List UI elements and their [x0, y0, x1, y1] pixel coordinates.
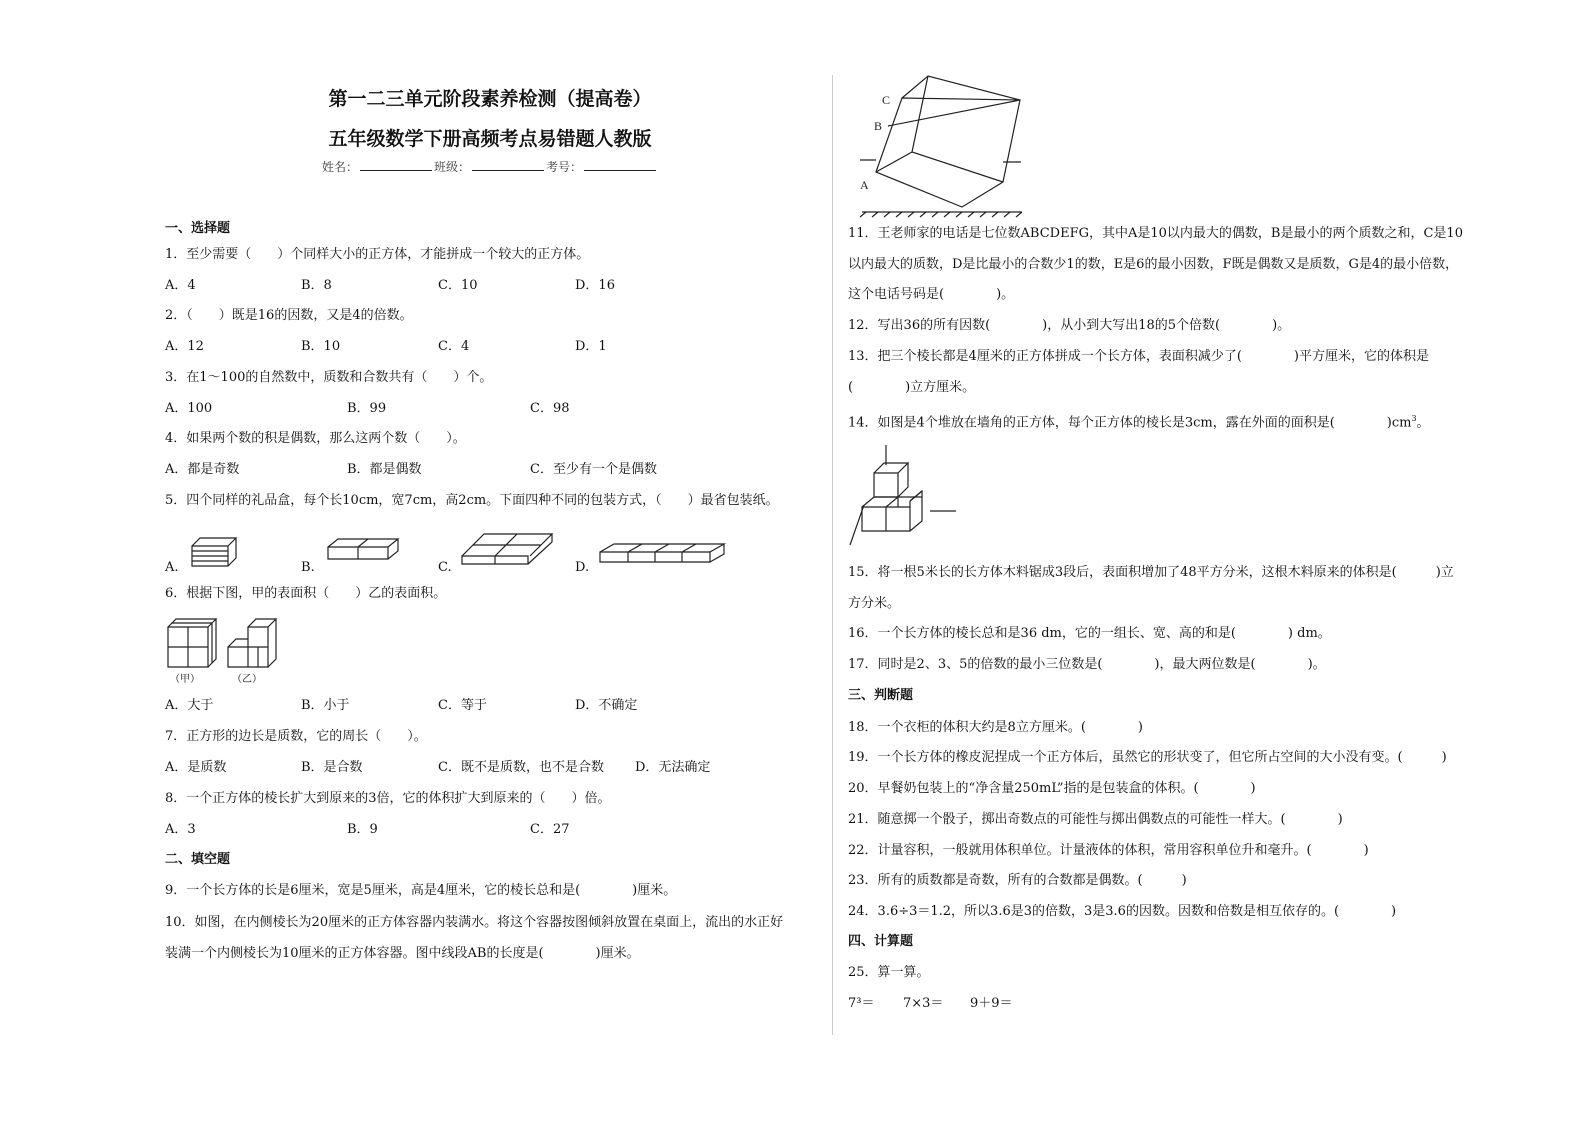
option: C．至少有一个是偶数: [530, 462, 657, 477]
box-row-figure-b: [326, 535, 398, 565]
point-label-c: C: [882, 93, 891, 107]
question-16: 16．一个长方体的棱长总和是36 dm，它的一组长、宽、高的和是( ) dm。: [848, 626, 1331, 641]
question-12: 12．写出36的所有因数( )，从小到大写出18的5个倍数( )。: [848, 318, 1291, 333]
option: C．既不是质数，也不是合数: [438, 760, 604, 775]
figure-label: （甲）: [170, 674, 200, 685]
question-4: 4．如果两个数的积是偶数，那么这两个数（ ）。: [165, 431, 466, 446]
point-label-a: A: [860, 178, 869, 192]
option: A．是质数: [165, 760, 227, 775]
page-title: 第一二三单元阶段素养检测（提高卷）: [328, 88, 652, 110]
question-18: 18．一个衣柜的体积大约是8立方厘米。( ): [848, 720, 1143, 735]
question-17: 17．同时是2、3、5的倍数的最小三位数是( )，最大两位数是( )。: [848, 657, 1326, 672]
section-heading: 四、计算题: [848, 934, 914, 949]
option: A．100: [165, 401, 213, 416]
figure-label: （乙）: [232, 674, 262, 685]
question-24: 24．3.6÷3＝1.2，所以3.6是3的倍数，3是3.6的因数。因数和倍数是相互依存的。( ): [848, 904, 1397, 919]
option: D．1: [575, 339, 607, 354]
question-25: 25．算一算。: [848, 965, 930, 980]
question-21: 21．随意掷一个骰子，掷出奇数点的可能性与掷出偶数点的可能性一样大。( ): [848, 812, 1343, 827]
option: B．是合数: [301, 760, 363, 775]
option: C．等于: [438, 698, 487, 713]
section-heading: 一、选择题: [165, 221, 231, 236]
option: C．98: [530, 401, 570, 416]
option: D．16: [575, 278, 615, 293]
question-22: 22．计量容积，一般就用体积单位。计量液体的体积，常用容积单位升和毫升。( ): [848, 843, 1369, 858]
question-3: 3．在1～100的自然数中，质数和合数共有（ ）个。: [165, 370, 493, 385]
option: B．8: [301, 278, 332, 293]
student-info: [160, 158, 820, 175]
option: D.: [575, 560, 590, 575]
option: A．12: [165, 339, 204, 354]
class-blank[interactable]: [472, 158, 544, 171]
question-9: 9．一个长方体的长是6厘米，宽是5厘米，高是4厘米，它的棱长总和是( )厘米。: [165, 883, 677, 898]
option: B．9: [347, 822, 378, 837]
option: B．10: [301, 339, 341, 354]
question-2: 2．（ ）既是16的因数，又是4的倍数。: [165, 308, 413, 323]
option: C.: [438, 560, 452, 575]
name-blank[interactable]: [360, 158, 432, 171]
point-label-b: B: [874, 119, 883, 133]
box-grid-figure-c: [460, 528, 555, 568]
class-label: 班级：: [433, 160, 470, 174]
calc-item: 7³＝: [848, 996, 875, 1011]
option: A．4: [165, 278, 196, 293]
question-1: 1．至少需要（ ）个同样大小的正方体，才能拼成一个较大的正方体。: [165, 247, 590, 262]
option: A．都是奇数: [165, 462, 240, 477]
option: C．27: [530, 822, 570, 837]
box-line-figure-d: [598, 540, 728, 566]
option: B．都是偶数: [347, 462, 422, 477]
question-23: 23．所有的质数都是奇数，所有的合数都是偶数。( ): [848, 873, 1187, 888]
option: B．小于: [301, 698, 350, 713]
question-14-end: 。: [1416, 415, 1430, 431]
question-20: 20．早餐奶包装上的“净含量250mL”指的是包装盒的体积。( ): [848, 781, 1256, 796]
question-19: 19．一个长方体的橡皮泥捏成一个正方体后，虽然它的形状变了，但它所占空间的大小没有变。( ): [848, 750, 1447, 765]
question-5: 5．四个同样的礼品盒，每个长10cm，宽7cm，高2cm。下面四种不同的包装方式，（ ）最省包装纸。: [165, 493, 779, 508]
option: D．不确定: [575, 698, 638, 713]
question-14: [848, 410, 1430, 432]
name-label: 姓名：: [321, 160, 358, 174]
option: D．无法确定: [635, 760, 711, 775]
question-11-cont: 这个电话号码是( )。: [848, 287, 1015, 302]
superscript: 3: [1411, 414, 1417, 423]
calc-item: 7×3＝: [903, 996, 944, 1011]
option: C．4: [438, 339, 470, 354]
question-11-cont: 以内最大的质数，D是比最小的合数少1的数，E是6的最小因数，F既是偶数又是质数，G是4的最小倍数，: [848, 257, 1459, 272]
page-subtitle: 五年级数学下册高频考点易错题人教版: [328, 128, 652, 150]
box-stack-figure-a: [190, 528, 240, 568]
option: A．大于: [165, 698, 214, 713]
question-15: 15．将一根5米长的长方体木料锯成3段后，表面积增加了48平方分米，这根木料原来的体积是( )立: [848, 565, 1454, 580]
question-7: 7．正方形的边长是质数，它的周长（ ）。: [165, 729, 427, 744]
question-10-cont: 装满一个内侧棱长为10厘米的正方体容器。图中线段AB的长度是( )厘米。: [165, 946, 640, 961]
option: B.: [301, 560, 315, 575]
wall-corner-cubes-figure: [848, 445, 958, 550]
section-heading: 三、判断题: [848, 688, 914, 703]
question-14-text: 14．如图是4个堆放在墙角的正方体，每个正方体的棱长是3cm，露在外面的面积是( )cm: [848, 415, 1412, 431]
question-6: 6．根据下图，甲的表面积（ ）乙的表面积。: [165, 586, 447, 601]
question-13: 13．把三个棱长都是4厘米的正方体拼成一个长方体，表面积减少了( )平方厘米，它的体积是: [848, 349, 1429, 364]
question-13-cont: ( )立方厘米。: [848, 380, 976, 395]
option: A．3: [165, 822, 196, 837]
cube-figure-yi: [226, 617, 278, 669]
section-heading: 二、填空题: [165, 852, 231, 867]
question-11: 11．王老师家的电话是七位数ABCDEFG，其中A是10以内最大的偶数，B是最小的两个质数之和，C是10: [848, 226, 1463, 241]
cube-figure-jia: [166, 617, 218, 669]
tilted-cube-figure: [858, 72, 1028, 217]
calc-item: 9＋9＝: [970, 996, 1013, 1011]
option: B．99: [347, 401, 387, 416]
id-blank[interactable]: [584, 158, 656, 171]
column-divider: [832, 75, 833, 1035]
option: C．10: [438, 278, 478, 293]
question-8: 8．一个正方体的棱长扩大到原来的3倍，它的体积扩大到原来的（ ）倍。: [165, 791, 611, 806]
question-15-cont: 方分米。: [848, 596, 901, 611]
id-label: 考号：: [546, 160, 583, 174]
option: A.: [165, 560, 179, 575]
question-10: 10．如图，在内侧棱长为20厘米的正方体容器内装满水。将这个容器按图倾斜放置在桌面上，流出的水正好: [165, 915, 784, 930]
